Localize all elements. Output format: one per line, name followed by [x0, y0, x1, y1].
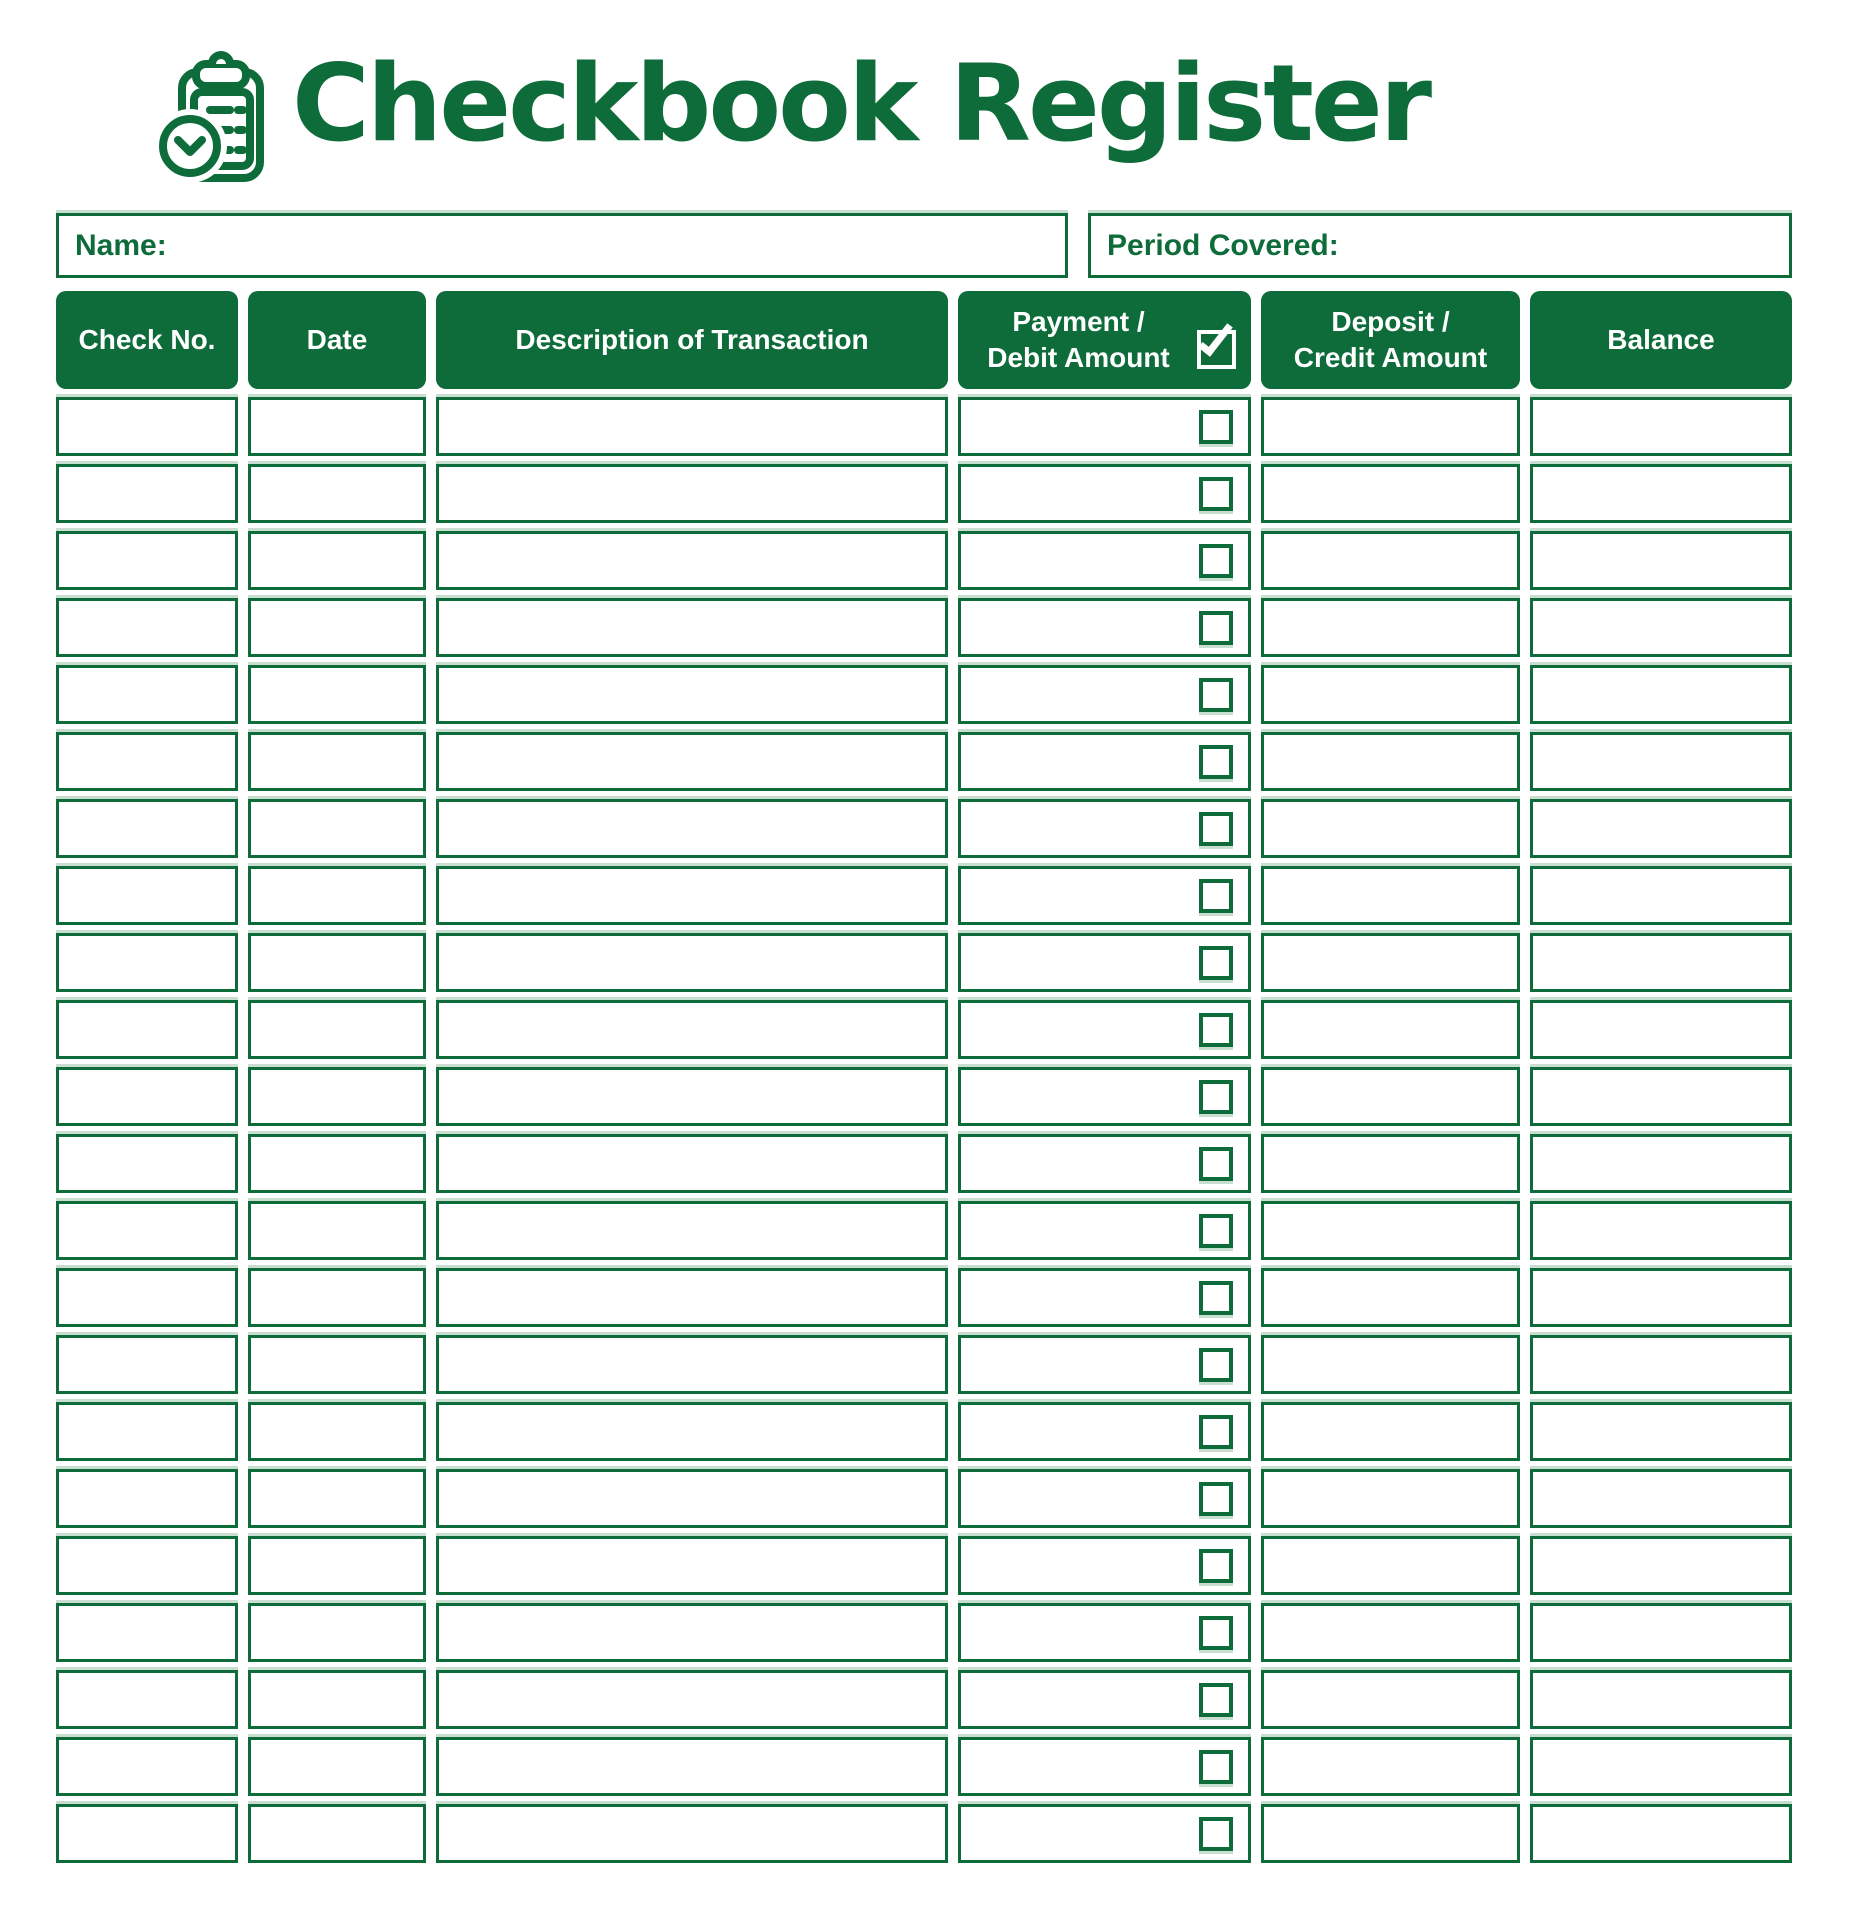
check_no-cell[interactable]: [56, 464, 238, 523]
balance-cell[interactable]: [1530, 1737, 1792, 1796]
cleared-checkbox[interactable]: [1199, 678, 1233, 712]
payment-cell[interactable]: [958, 799, 1251, 858]
balance-cell[interactable]: [1530, 464, 1792, 523]
cleared-checkbox[interactable]: [1199, 1549, 1233, 1583]
description-cell[interactable]: [436, 598, 948, 657]
register-row: [56, 866, 1792, 925]
name-field[interactable]: [56, 213, 1068, 278]
col-header-deposit-credit: [1261, 291, 1520, 389]
date-cell[interactable]: [248, 464, 426, 523]
deposit-cell[interactable]: [1261, 799, 1520, 858]
check_no-cell[interactable]: [56, 1804, 238, 1863]
description-cell[interactable]: [436, 397, 948, 456]
check_no-cell[interactable]: [56, 598, 238, 657]
description-cell[interactable]: [436, 1603, 948, 1662]
col-header-date: [248, 291, 426, 389]
cleared-checkbox[interactable]: [1199, 477, 1233, 511]
balance-cell[interactable]: [1530, 1134, 1792, 1193]
date-cell[interactable]: [248, 598, 426, 657]
deposit-cell[interactable]: [1261, 464, 1520, 523]
description-cell[interactable]: [436, 1067, 948, 1126]
check_no-cell[interactable]: [56, 1067, 238, 1126]
deposit-cell[interactable]: [1261, 1268, 1520, 1327]
deposit-cell[interactable]: [1261, 1134, 1520, 1193]
date-cell[interactable]: [248, 1067, 426, 1126]
description-cell[interactable]: [436, 1469, 948, 1528]
description-cell[interactable]: [436, 464, 948, 523]
date-cell[interactable]: [248, 397, 426, 456]
col-header-check-no: [56, 291, 238, 389]
payment-cell[interactable]: [958, 732, 1251, 791]
deposit-cell[interactable]: [1261, 397, 1520, 456]
cleared-checkbox[interactable]: [1199, 879, 1233, 913]
date-cell[interactable]: [248, 1804, 426, 1863]
cleared-checkbox[interactable]: [1199, 1348, 1233, 1382]
check_no-cell[interactable]: [56, 1469, 238, 1528]
balance-cell[interactable]: [1530, 1603, 1792, 1662]
col-header-description: [436, 291, 948, 389]
deposit-cell[interactable]: [1261, 1737, 1520, 1796]
payment-cell[interactable]: [958, 1670, 1251, 1729]
register-row: [56, 799, 1792, 858]
check_no-cell[interactable]: [56, 1603, 238, 1662]
date-cell[interactable]: [248, 1402, 426, 1461]
date-cell[interactable]: [248, 933, 426, 992]
balance-cell[interactable]: [1530, 531, 1792, 590]
balance-cell[interactable]: [1530, 866, 1792, 925]
deposit-cell[interactable]: [1261, 531, 1520, 590]
deposit-cell[interactable]: [1261, 1000, 1520, 1059]
check_no-cell[interactable]: [56, 1335, 238, 1394]
payment-cell[interactable]: [958, 531, 1251, 590]
name-label: Name:: [75, 228, 167, 262]
register-row: [56, 598, 1792, 657]
balance-cell[interactable]: [1530, 598, 1792, 657]
check_no-cell[interactable]: [56, 732, 238, 791]
fields-row: [56, 213, 1792, 278]
table-header: [56, 291, 1792, 389]
payment-cell[interactable]: [958, 598, 1251, 657]
date-cell[interactable]: [248, 799, 426, 858]
page-title: Checkbook Register: [292, 42, 1430, 165]
register-row: [56, 1134, 1792, 1193]
deposit-cell[interactable]: [1261, 866, 1520, 925]
payment-cell[interactable]: [958, 1000, 1251, 1059]
cleared-checkbox[interactable]: [1199, 1281, 1233, 1315]
register-row: [56, 1536, 1792, 1595]
cleared-checkbox[interactable]: [1199, 946, 1233, 980]
cleared-checkbox[interactable]: [1199, 544, 1233, 578]
check_no-cell[interactable]: [56, 933, 238, 992]
check_no-cell[interactable]: [56, 1402, 238, 1461]
cleared-checkbox[interactable]: [1199, 1616, 1233, 1650]
balance-cell[interactable]: [1530, 1268, 1792, 1327]
description-cell[interactable]: [436, 732, 948, 791]
col-header-deposit-credit-label: Deposit / Credit Amount: [1293, 305, 1488, 373]
cleared-checkbox[interactable]: [1199, 1214, 1233, 1248]
payment-cell[interactable]: [958, 1268, 1251, 1327]
check_no-cell[interactable]: [56, 1536, 238, 1595]
description-cell[interactable]: [436, 799, 948, 858]
balance-cell[interactable]: [1530, 665, 1792, 724]
description-cell[interactable]: [436, 1402, 948, 1461]
clipboard-checklist-clock-icon: [150, 48, 270, 188]
cleared-checkbox[interactable]: [1199, 1415, 1233, 1449]
description-cell[interactable]: [436, 1335, 948, 1394]
col-header-balance: [1530, 291, 1792, 389]
cleared-checkbox[interactable]: [1199, 1080, 1233, 1114]
description-cell[interactable]: [436, 1670, 948, 1729]
payment-cell[interactable]: [958, 397, 1251, 456]
balance-cell[interactable]: [1530, 1335, 1792, 1394]
deposit-cell[interactable]: [1261, 1201, 1520, 1260]
col-header-description-label: Description of Transaction: [515, 323, 869, 355]
register-row: [56, 732, 1792, 791]
balance-cell[interactable]: [1530, 732, 1792, 791]
check_no-cell[interactable]: [56, 1670, 238, 1729]
balance-cell[interactable]: [1530, 933, 1792, 992]
balance-cell[interactable]: [1530, 1469, 1792, 1528]
cleared-checkbox[interactable]: [1199, 611, 1233, 645]
deposit-cell[interactable]: [1261, 1335, 1520, 1394]
payment-cell[interactable]: [958, 1402, 1251, 1461]
cleared-checkbox[interactable]: [1199, 1147, 1233, 1181]
date-cell[interactable]: [248, 1335, 426, 1394]
register-row: [56, 665, 1792, 724]
deposit-cell[interactable]: [1261, 1536, 1520, 1595]
balance-cell[interactable]: [1530, 397, 1792, 456]
date-cell[interactable]: [248, 1536, 426, 1595]
cleared-checkbox[interactable]: [1199, 1013, 1233, 1047]
payment-cell[interactable]: [958, 464, 1251, 523]
date-cell[interactable]: [248, 1469, 426, 1528]
check_no-cell[interactable]: [56, 1737, 238, 1796]
register-row: [56, 933, 1792, 992]
date-cell[interactable]: [248, 1603, 426, 1662]
date-cell[interactable]: [248, 866, 426, 925]
description-cell[interactable]: [436, 1201, 948, 1260]
register-row: [56, 1469, 1792, 1528]
deposit-cell[interactable]: [1261, 1603, 1520, 1662]
check_no-cell[interactable]: [56, 866, 238, 925]
description-cell[interactable]: [436, 665, 948, 724]
payment-cell[interactable]: [958, 1134, 1251, 1193]
description-cell[interactable]: [436, 1737, 948, 1796]
col-header-balance-label: Balance: [1607, 323, 1715, 355]
description-cell[interactable]: [436, 1134, 948, 1193]
cleared-checkbox[interactable]: [1199, 410, 1233, 444]
period-covered-label: Period Covered:: [1107, 228, 1339, 262]
check_no-cell[interactable]: [56, 1134, 238, 1193]
check_no-cell[interactable]: [56, 799, 238, 858]
date-cell[interactable]: [248, 1737, 426, 1796]
col-header-date-label: Date: [306, 323, 368, 355]
balance-cell[interactable]: [1530, 1201, 1792, 1260]
register-row: [56, 1201, 1792, 1260]
check_no-cell[interactable]: [56, 1268, 238, 1327]
date-cell[interactable]: [248, 1000, 426, 1059]
payment-cell[interactable]: [958, 933, 1251, 992]
date-cell[interactable]: [248, 1201, 426, 1260]
description-cell[interactable]: [436, 866, 948, 925]
register-row: [56, 1268, 1792, 1327]
register-row: [56, 464, 1792, 523]
balance-cell[interactable]: [1530, 1804, 1792, 1863]
balance-cell[interactable]: [1530, 799, 1792, 858]
col-header-payment-debit: [958, 291, 1251, 389]
register-row: [56, 531, 1792, 590]
cleared-checkbox[interactable]: [1199, 1683, 1233, 1717]
balance-cell[interactable]: [1530, 1670, 1792, 1729]
check_no-cell[interactable]: [56, 397, 238, 456]
cleared-checkbox[interactable]: [1199, 745, 1233, 779]
cleared-checkbox[interactable]: [1199, 812, 1233, 846]
description-cell[interactable]: [436, 933, 948, 992]
deposit-cell[interactable]: [1261, 598, 1520, 657]
payment-cell[interactable]: [958, 1469, 1251, 1528]
payment-cell[interactable]: [958, 1536, 1251, 1595]
date-cell[interactable]: [248, 732, 426, 791]
deposit-cell[interactable]: [1261, 665, 1520, 724]
deposit-cell[interactable]: [1261, 732, 1520, 791]
title-row: [150, 36, 1429, 186]
balance-cell[interactable]: [1530, 1536, 1792, 1595]
payment-cell[interactable]: [958, 1603, 1251, 1662]
deposit-cell[interactable]: [1261, 1469, 1520, 1528]
date-cell[interactable]: [248, 1134, 426, 1193]
deposit-cell[interactable]: [1261, 1067, 1520, 1126]
payment-cell[interactable]: [958, 665, 1251, 724]
register-row: [56, 1402, 1792, 1461]
register-row: [56, 1335, 1792, 1394]
cleared-checkbox[interactable]: [1199, 1750, 1233, 1784]
description-cell[interactable]: [436, 1536, 948, 1595]
cleared-checkbox[interactable]: [1199, 1817, 1233, 1851]
payment-cell[interactable]: [958, 1804, 1251, 1863]
register-row: [56, 1670, 1792, 1729]
description-cell[interactable]: [436, 1268, 948, 1327]
register-row: [56, 1804, 1792, 1863]
payment-cell[interactable]: [958, 866, 1251, 925]
date-cell[interactable]: [248, 665, 426, 724]
date-cell[interactable]: [248, 1670, 426, 1729]
balance-cell[interactable]: [1530, 1000, 1792, 1059]
description-cell[interactable]: [436, 531, 948, 590]
payment-cell[interactable]: [958, 1335, 1251, 1394]
payment-cell[interactable]: [958, 1067, 1251, 1126]
balance-cell[interactable]: [1530, 1067, 1792, 1126]
checked-checkbox-icon: [1197, 330, 1236, 369]
description-cell[interactable]: [436, 1804, 948, 1863]
check_no-cell[interactable]: [56, 1201, 238, 1260]
col-header-payment-debit-label: Payment / Debit Amount: [987, 305, 1170, 373]
cleared-checkbox[interactable]: [1199, 1482, 1233, 1516]
date-cell[interactable]: [248, 1268, 426, 1327]
check_no-cell[interactable]: [56, 665, 238, 724]
deposit-cell[interactable]: [1261, 1402, 1520, 1461]
balance-cell[interactable]: [1530, 1402, 1792, 1461]
register-row: [56, 1000, 1792, 1059]
period-covered-field[interactable]: [1088, 213, 1792, 278]
payment-cell[interactable]: [958, 1737, 1251, 1796]
register-row: [56, 397, 1792, 456]
deposit-cell[interactable]: [1261, 933, 1520, 992]
register-row: [56, 1603, 1792, 1662]
register-row: [56, 1067, 1792, 1126]
date-cell[interactable]: [248, 531, 426, 590]
check_no-cell[interactable]: [56, 1000, 238, 1059]
deposit-cell[interactable]: [1261, 1804, 1520, 1863]
deposit-cell[interactable]: [1261, 1670, 1520, 1729]
description-cell[interactable]: [436, 1000, 948, 1059]
register-row: [56, 1737, 1792, 1796]
col-header-check-no-label: Check No.: [78, 323, 216, 355]
check_no-cell[interactable]: [56, 531, 238, 590]
payment-cell[interactable]: [958, 1201, 1251, 1260]
